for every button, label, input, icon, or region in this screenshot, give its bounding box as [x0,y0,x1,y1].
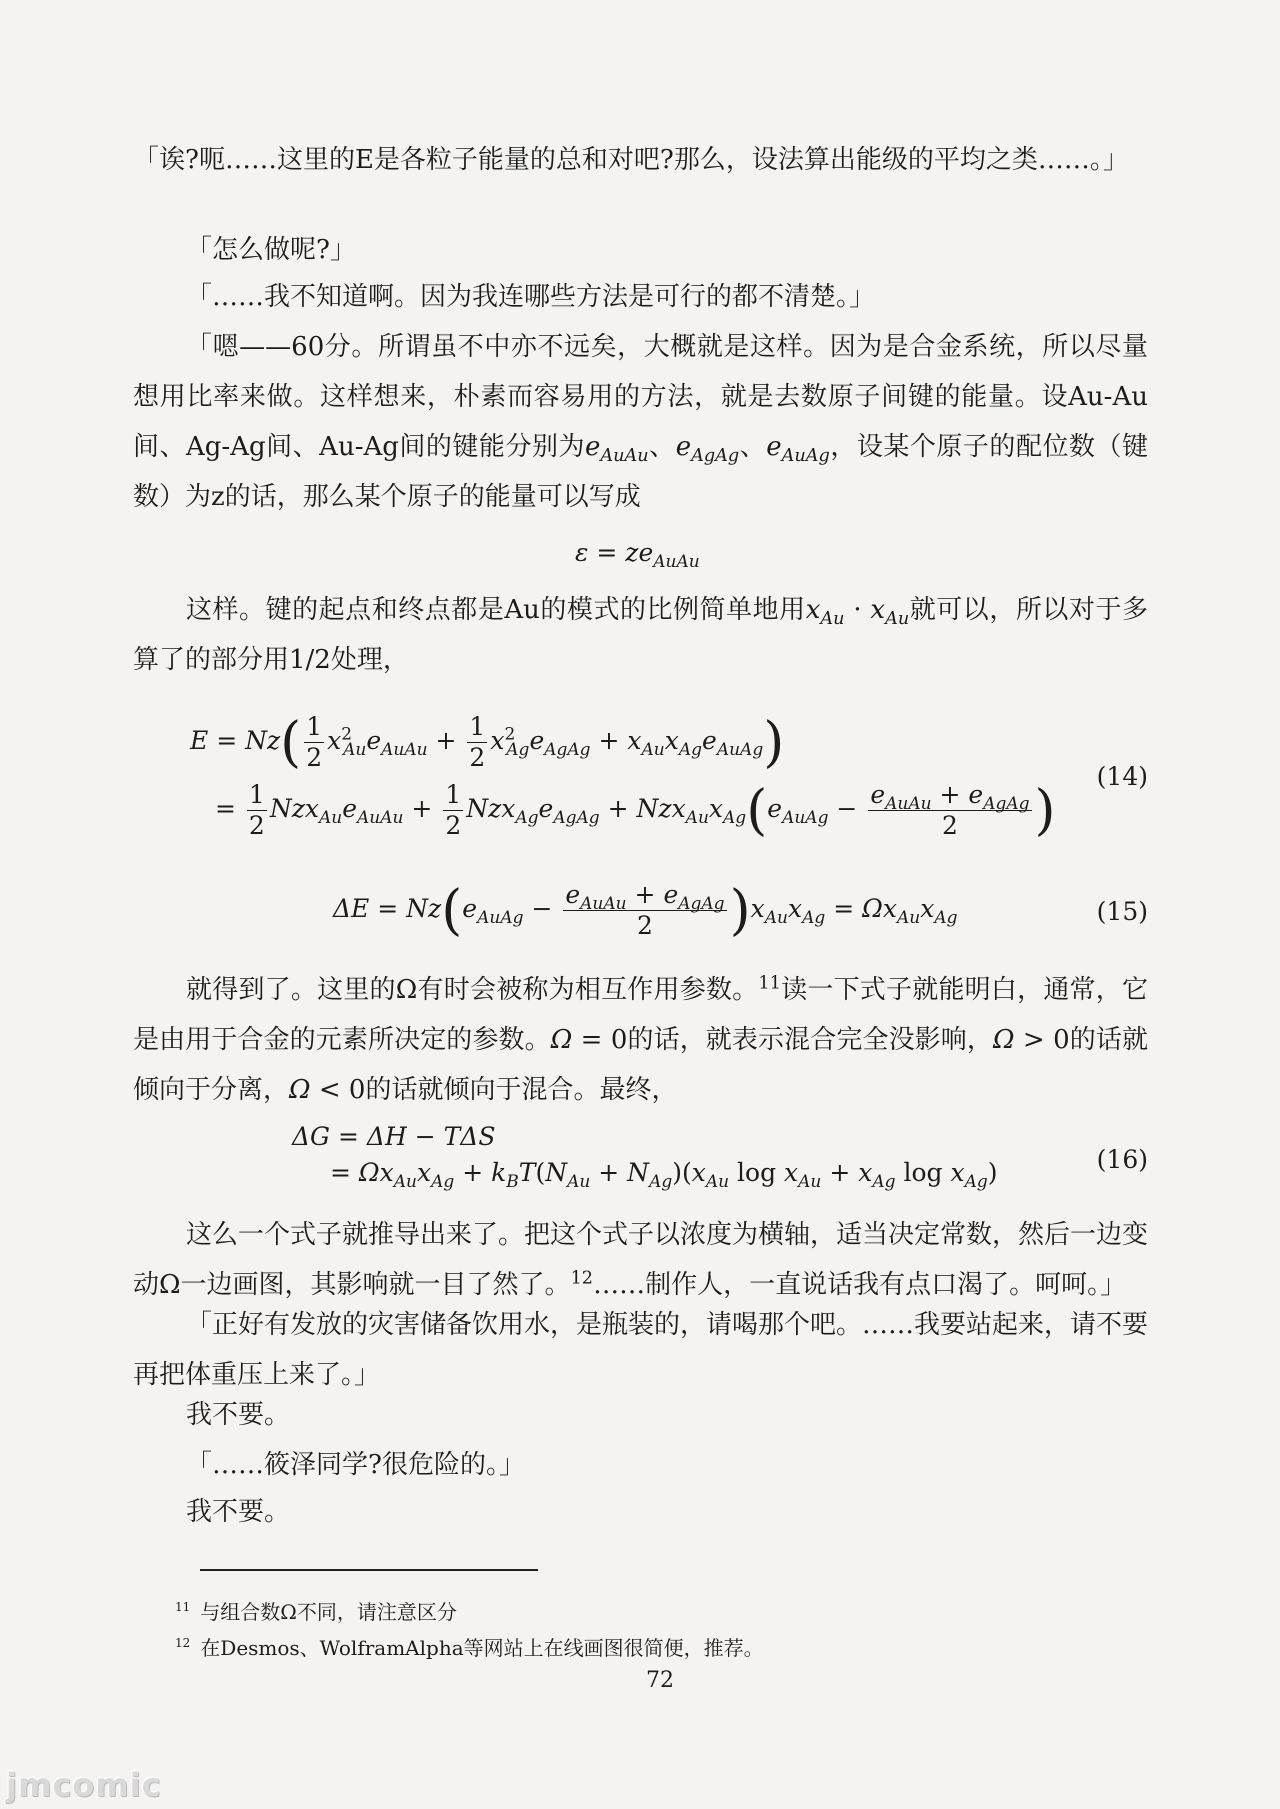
paragraph-4: 「嗯——60分。所谓虽不中亦不远矣，大概就是这样。因为是合金系统，所以尽量想用比率来做。这样想来，朴素而容易用的方法，就是去数原子间键的能量。设Au-Au间、Ag-Ag间、Au-Ag间的键能分别为$e_{AuAu}$、$e_{AgAg}$、$e_{AuAg}$，设某个原子的配位数（键数）为z的话，那么某个原子的能量可以写成 [133,332,1148,512]
paragraph-9: 我不要。 [186,1400,291,1430]
equation-number-14: (14) [1096,762,1148,791]
paragraph-10: 「……筱泽同学?很危险的。」 [186,1450,525,1480]
equation-16-line-2: = $\Omega x_{Au}x_{Ag} + k_BT(N_{Au} + N_{Ag})(x_{Au}$ $\log x_{Au} + x_{Ag}$ $\log x_{Ag}$) [330,1158,998,1192]
footnote-divider [200,1569,538,1571]
paragraph-6: 就得到了。这里的Ω有时会被称为相互作用参数。$^{11}$读一下式子就能明白，通常，它是由用于合金的元素所决定的参数。Ω = 0的话，就表示混合完全没影响，Ω > 0的话就倾向于分离，Ω < 0的话就倾向于混合。最终， [133,973,1148,1105]
equation-number-15: (15) [1096,897,1148,926]
watermark-logo: jmcomic [6,1766,162,1804]
equation-16-line-1: ΔG = ΔH − TΔS [292,1122,496,1151]
paragraph-7: 这么一个式子就推导出来了。把这个式子以浓度为横轴，适当决定常数，然后一边变动Ω一边画图，其影响就一目了然了。$^{12}$……制作人，一直说话我有点口渴了。呵呵。」 [133,1220,1149,1300]
paragraph-11: 我不要。 [186,1497,291,1527]
footnote-ref-11[interactable]: 11 [758,973,781,994]
paragraph-3: 「……我不知道啊。因为我连哪些方法是可行的都不清楚。」 [186,282,876,312]
footnote-12: $^{12}$ 在Desmos、WolframAlpha等网站上在线画图很简便，推荐。 [175,1636,764,1660]
equation-15: $\Delta E = Nz(e_{AuAg}$ − $\frac{e_{AuAu} + e_{AgAg}}{2}$ )$x_{Au}x_{Ag} = \Omega x_{Au}x_{Ag}$ [333,878,958,942]
footnote-ref-12[interactable]: 12 [570,1268,594,1289]
equation-number-16: (16) [1096,1145,1148,1174]
paragraph-8: 「正好有发放的灾害储备饮用水，是瓶装的，请喝那个吧。……我要站起来，请不要再把体重压上来了。」 [133,1310,1149,1390]
page-number: 72 [646,1668,674,1693]
equation-14-line-2: = $\frac{1}{2}$ $Nzx_{Au}e_{AuAu}$ + $\frac{1}{2}$ $Nzx_{Ag}e_{AgAg} + Nzx_{Au}x_{Ag}(e_{AuAg}$ − $\frac{e_{AuAu} + e_{AgAg}}{2}$ ) [215,778,1056,842]
equation-epsilon: $\varepsilon = ze_{AuAu}$ [575,538,700,572]
paragraph-2: 「怎么做呢?」 [186,235,356,265]
paragraph-1: 「诶?呃……这里的E是各粒子能量的总和对吧?那么，设法算出能级的平均之类……。」 [133,145,1129,175]
footnote-11: $^{11}$ 与组合数Ω不同，请注意区分 [175,1600,457,1624]
equation-14-line-1: E = Nz( $\frac{1}{2}$ $x^2_{Au}e_{AuAu}$ + $\frac{1}{2}$ $x^2_{Ag}e_{AgAg} + x_{Au}x_{Ag}e_{AuAg}$) [190,710,785,774]
paragraph-5: 这样。键的起点和终点都是Au的模式的比例简单地用$x_{Au} \cdot x_{Au}$就可以，所以对于多算了的部分用1/2处理， [133,595,1148,675]
